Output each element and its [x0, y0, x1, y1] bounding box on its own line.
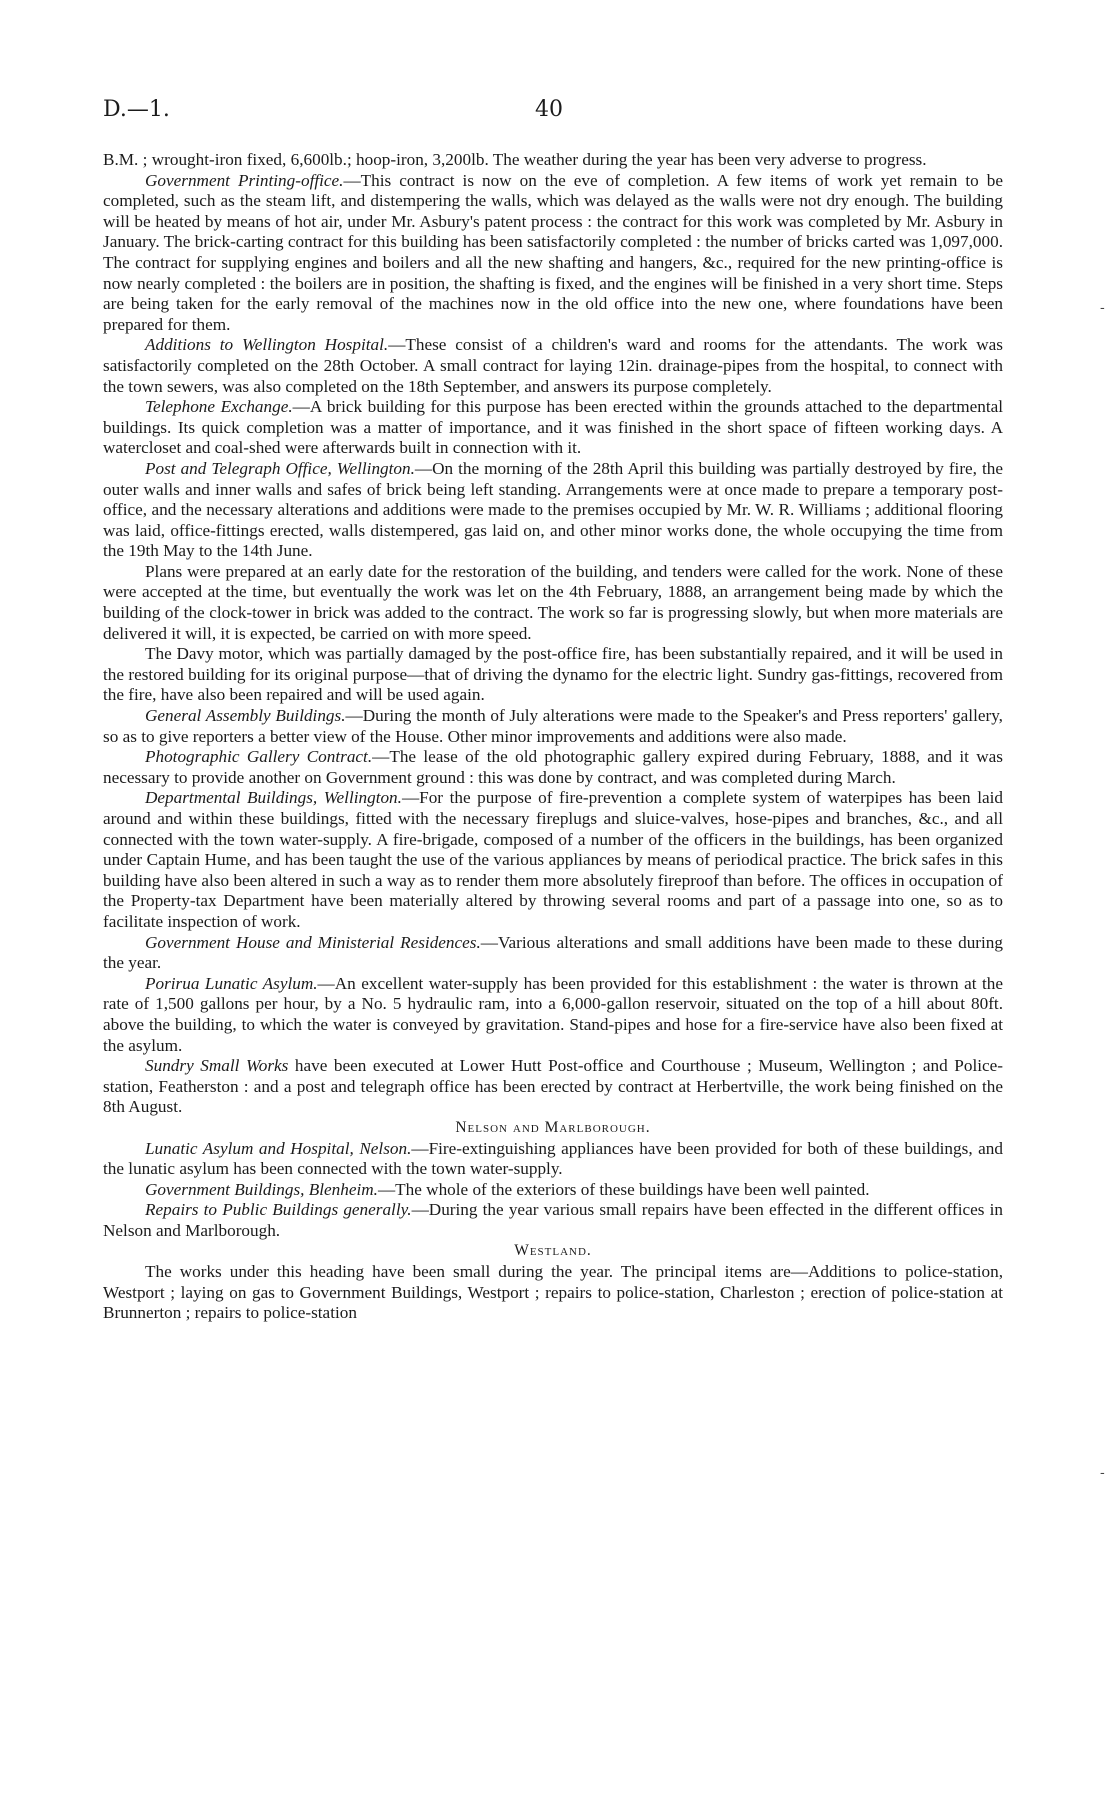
- paragraph: Additions to Wellington Hospital.—These consist of a children's ward and rooms for the attendants. The work was satisfactorily completed on the 28th October. A small contract for laying 12in. drainage-pipes from the hospital, to connect with the town sewers, was also completed on the 18th September, and answers its purpose completely.: [103, 335, 1003, 396]
- paragraph-title: Telephone Exchange.: [145, 397, 293, 417]
- section-heading: Westland.: [514, 1242, 592, 1260]
- paragraph: Government Buildings, Blenheim.—The whole of the exteriors of these buildings have been well painted.: [145, 1179, 870, 1199]
- paragraph: The Davy motor, which was partially damaged by the post-office fire, has been substantially repaired, and it will be used in the restored building for its original purpose—that of driving the dynamo for the electric light. Sundry gas-fittings, recovered from the fire, have also been repaired and will be used again.: [103, 644, 1003, 705]
- document-reference: D.—1.: [103, 97, 170, 122]
- paragraph-title: Departmental Buildings, Wellington.: [145, 788, 402, 808]
- page-number: 40: [535, 97, 563, 122]
- paragraph: The works under this heading have been small during the year. The principal items are—Additions to police-station, Westport ; laying on gas to Government Buildings, Westport ; repairs to police-station, Charleston ; erection of police-station at Brunnerton ; repairs to police-station: [103, 1262, 1003, 1323]
- paragraph-title: General Assembly Buildings.: [145, 706, 346, 726]
- paragraph-title: Sundry Small Works: [145, 1056, 289, 1076]
- paragraph-title: Photographic Gallery Contract.: [145, 747, 373, 767]
- paragraph: Telephone Exchange.—A brick building for this purpose has been erected within the grounds attached to the departmental buildings. Its quick completion was a matter of importance, and it was finished in the short space of fifteen working days. A watercloset and coal-shed were afterwards built in connection with it.: [103, 397, 1003, 458]
- paragraph-title: Government House and Ministerial Residences.: [145, 932, 481, 952]
- paragraph-title: Post and Telegraph Office, Wellington.: [145, 458, 415, 478]
- paragraph: B.M. ; wrought-iron fixed, 6,600lb.; hoop-iron, 3,200lb. The weather during the year has been very adverse to progress.: [103, 150, 927, 169]
- paragraph: Repairs to Public Buildings generally.—During the year various small repairs have been effected in the different offices in Nelson and Marlborough.: [103, 1200, 1003, 1240]
- paragraph: Government Printing-office.—This contract is now on the eve of completion. A few items of work yet remain to be completed, such as the steam lift, and distempering the walls, which was delayed as the walls were not dry enough. The building will be heated by means of hot air, under Mr. Asbury's patent process : the contract for this work was completed by Mr. Asbury in January. The brick-carting contract for this building has been satisfactorily completed : the number of bricks carted was 1,097,000. The contract for supplying engines and boilers and all the new shafting and hangers, &c., required for the new printing-office is now nearly completed : the boilers are in position, the shafting is fixed, and the engines will be finished in a very short time. Steps are being taken for the early removal of the machines now in the old office into the new one, where foundations have been prepared for them.: [103, 170, 1003, 334]
- paragraph-title: Porirua Lunatic Asylum.: [145, 973, 318, 993]
- paragraph: Plans were prepared at an early date for the restoration of the building, and tenders were called for the work. None of these were accepted at the time, but eventually the work was let on the 4th February, 1888, an arrangement being made by which the building of the clock-tower in brick was added to the contract. The work so far is progressing slowly, but when more materials are delivered it will, it is expected, be carried on with more speed.: [103, 561, 1003, 643]
- paragraph: Departmental Buildings, Wellington.—For the purpose of fire-prevention a complete system of waterpipes has been laid around and within these buildings, fitted with the necessary fireplugs and sluice-valves, hose-pipes and branches, &c., and all connected with the town water-supply. A fire-brigade, composed of a number of the officers in the buildings, has been organized under Captain Hume, and has been taught the use of the various appliances by means of periodical practice. The brick safes in this building have also been altered in such a way as to render them more absolutely fireproof than before. The offices in occupation of the Property-tax Department have been materially altered by throwing several rooms and part of a passage into one, so as to facilitate inspection of work.: [103, 788, 1003, 931]
- margin-tick: -: [1100, 1465, 1105, 1481]
- section-heading: Nelson and Marlborough.: [455, 1118, 651, 1136]
- paragraph-title: Lunatic Asylum and Hospital, Nelson.: [145, 1138, 412, 1158]
- paragraph-title: Additions to Wellington Hospital.: [145, 335, 389, 355]
- paragraph: Government House and Ministerial Residences.—Various alterations and small additions have been made to these during the year.: [103, 932, 1003, 973]
- paragraph: Lunatic Asylum and Hospital, Nelson.—Fire-extinguishing appliances have been provided for both of these buildings, and the lunatic asylum has been connected with the town water-supply.: [103, 1138, 1003, 1179]
- paragraph: Porirua Lunatic Asylum.—An excellent water-supply has been provided for this establishment : the water is thrown at the rate of 1,500 gallons per hour, by a No. 5 hydraulic ram, into a 6,000-gallon reservoir, situated on the top of a hill about 80ft. above the building, to which the water is conveyed by gravitation. Stand-pipes and hose for a fire-service have also been fixed at the asylum.: [103, 973, 1003, 1055]
- paragraph-title: Repairs to Public Buildings generally.: [145, 1200, 412, 1220]
- paragraph-title: Government Buildings, Blenheim.: [145, 1179, 378, 1199]
- paragraph: Sundry Small Works have been executed at Lower Hutt Post-office and Courthouse ; Museum, Wellington ; and Police-station, Featherston : and a post and telegraph office has been erected by contract at Herbertville, the work being finished on the 8th August.: [103, 1056, 1003, 1117]
- paragraph: Post and Telegraph Office, Wellington.—On the morning of the 28th April this building was partially destroyed by fire, the outer walls and inner walls and safes of brick being left standing. Arrangements were at once made to prepare a temporary post-office, and the necessary alterations and additions were made to the premises occupied by Mr. W. R. Williams ; additional flooring was laid, office-fittings erected, walls distempered, gas laid on, and other minor works done, the whole occupying the time from the 19th May to the 14th June.: [103, 458, 1003, 561]
- body-text: [103, 150, 1003, 1324]
- paragraph-title: Government Printing-office.: [145, 170, 344, 190]
- margin-tick: -: [1100, 300, 1105, 316]
- paragraph: Photographic Gallery Contract.—The lease of the old photographic gallery expired during February, 1888, and it was necessary to provide another on Government ground : this was done by contract, and was completed during March.: [103, 747, 1003, 787]
- paragraph: General Assembly Buildings.—During the month of July alterations were made to the Speaker's and Press reporters' gallery, so as to give reporters a better view of the House. Other minor improvements and additions were also made.: [103, 706, 1003, 746]
